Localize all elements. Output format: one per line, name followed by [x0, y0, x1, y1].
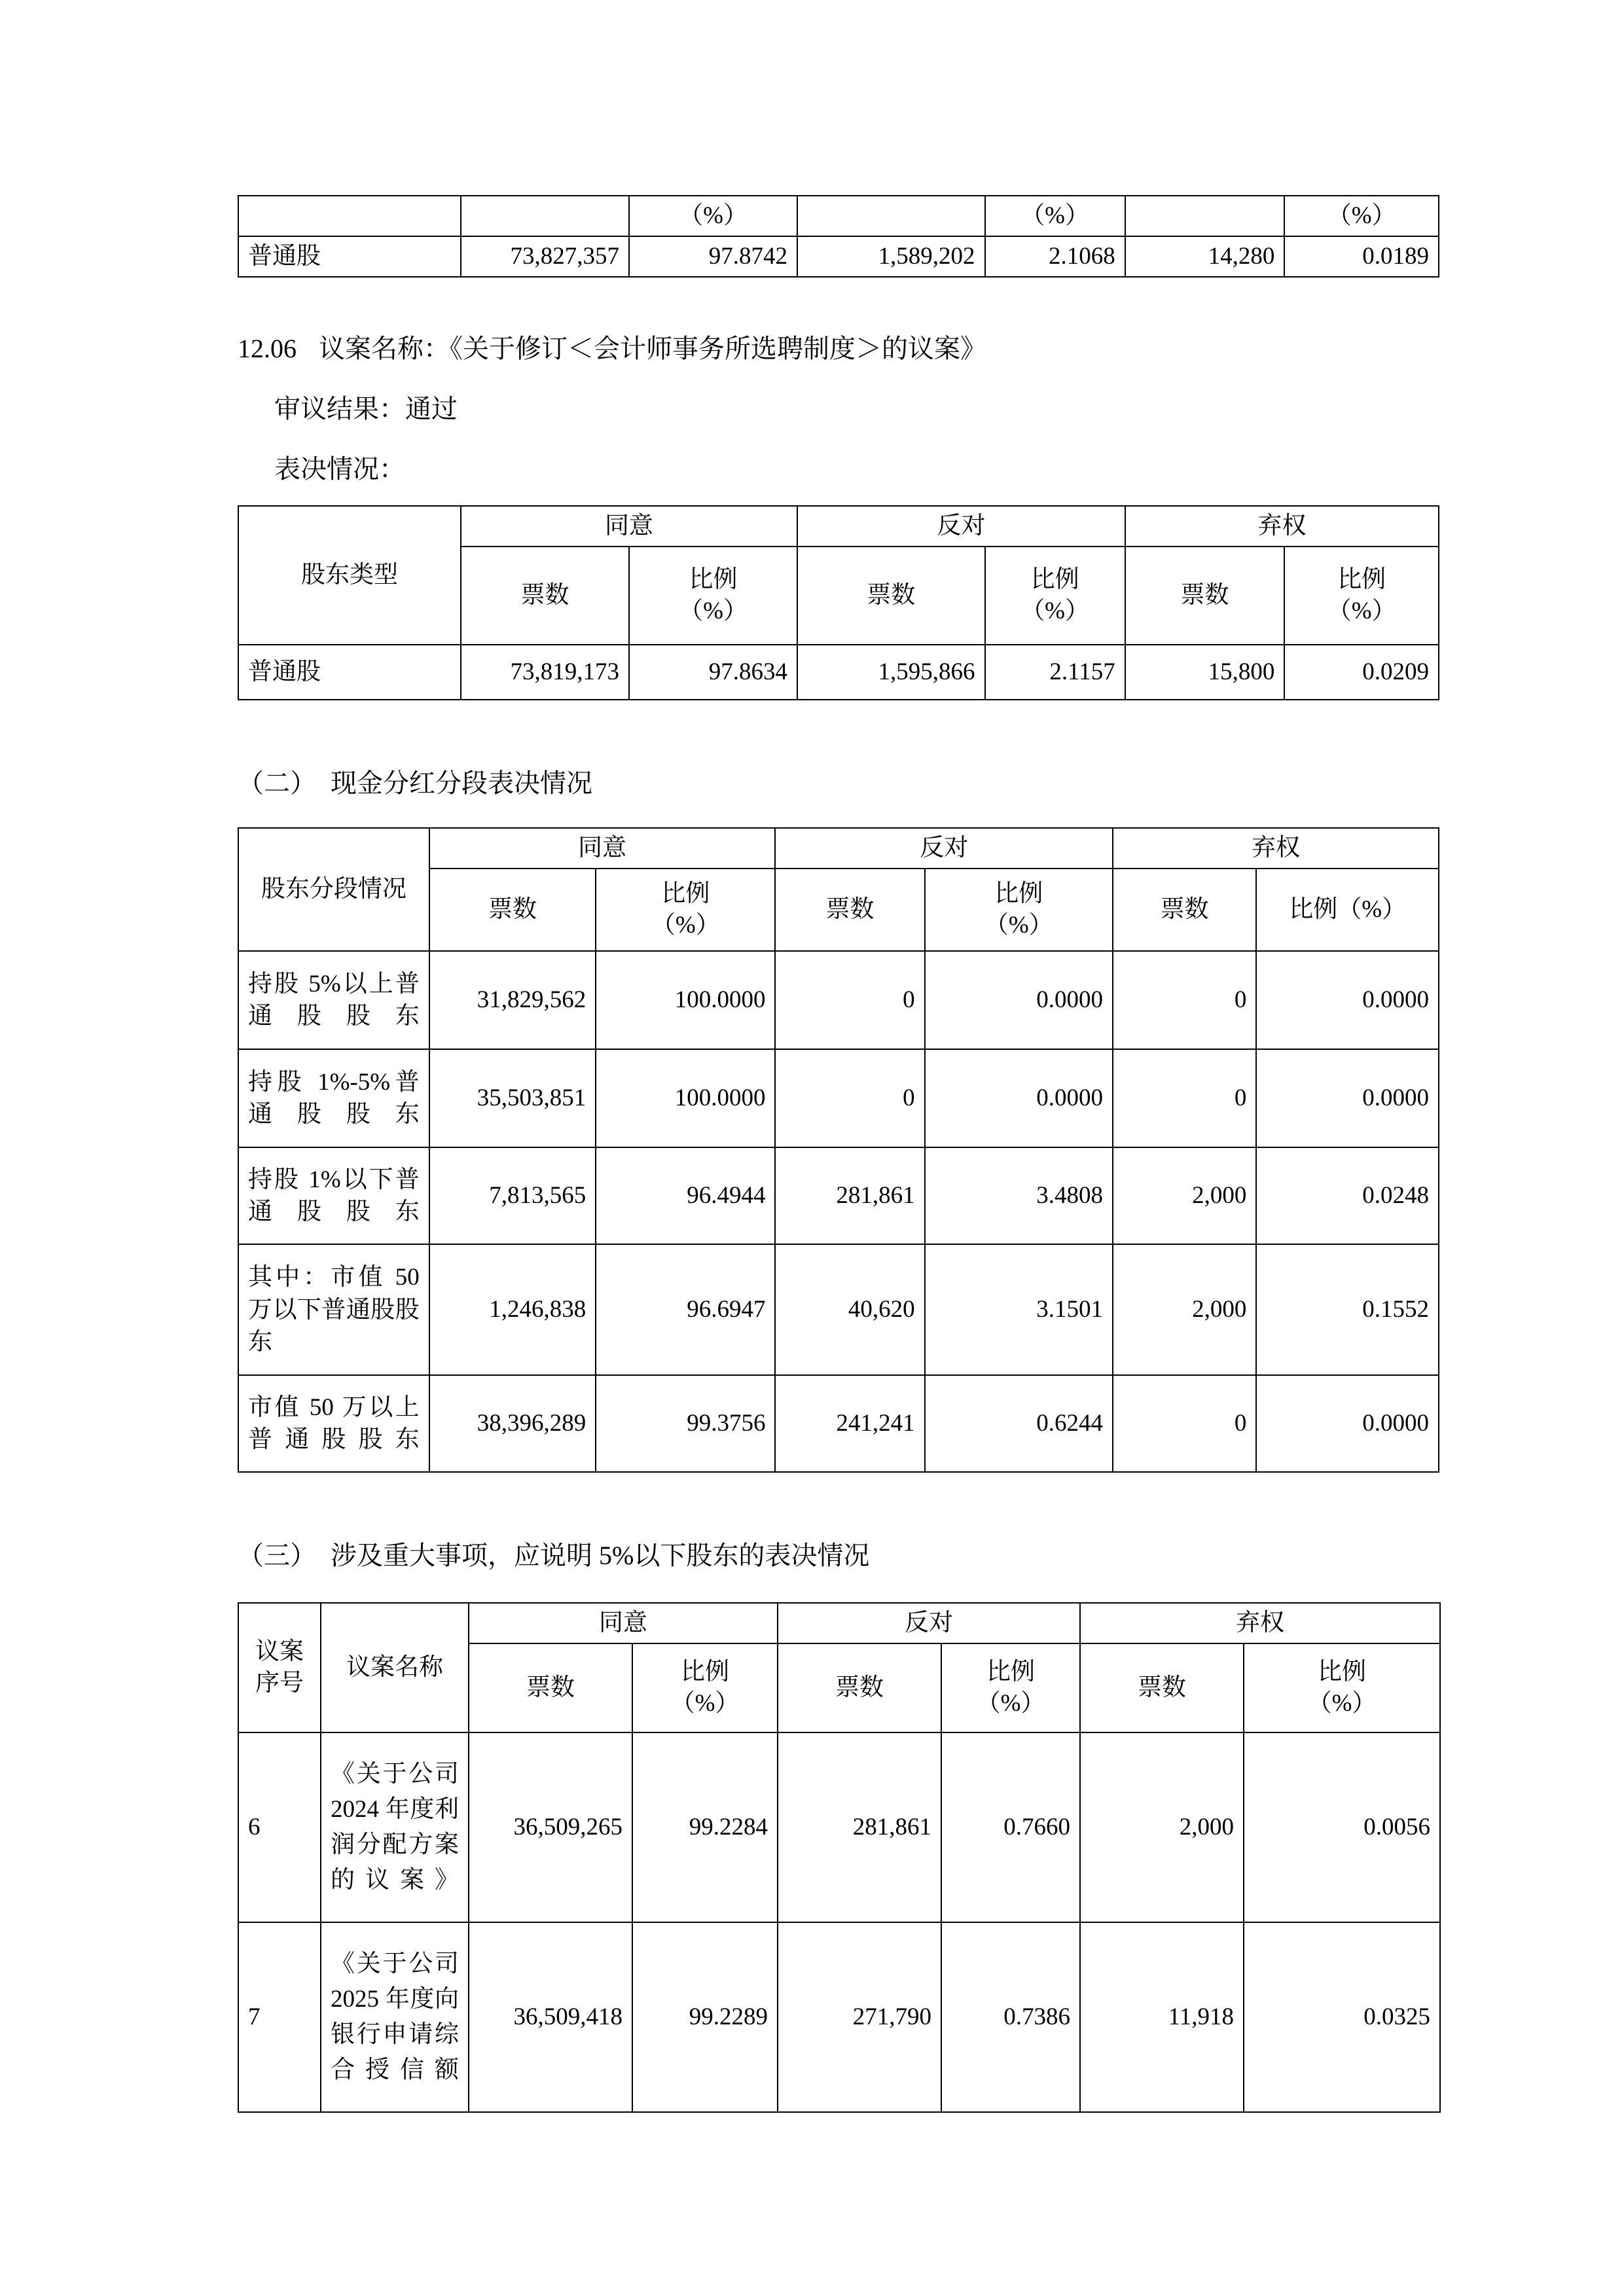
cell-proposal-name: 《关于公司 2025 年度向银行申请综合授信额: [321, 1922, 469, 2112]
header-oppose-ratio-text: 比例: [986, 1659, 1035, 1686]
table-vote-12-06: [238, 505, 1439, 700]
cell-abstain-votes: 0: [1113, 1049, 1256, 1147]
table-row: [238, 1147, 1439, 1244]
cell-agree-pct: 99.3756: [596, 1375, 775, 1472]
table-row: [238, 236, 1439, 277]
cell-abstain-pct: 0.0189: [1284, 236, 1439, 277]
table-row-header-top: [238, 828, 1439, 869]
header-agree-ratio: [596, 869, 775, 951]
page-content: [238, 0, 1439, 2113]
cell-agree-votes: 35,503,851: [429, 1049, 596, 1147]
cell-agree-unit: （%）: [629, 196, 797, 236]
table-continued-vote: [238, 195, 1439, 278]
table-row: [238, 1375, 1439, 1472]
cell-abstain-pct: 0.0248: [1256, 1147, 1439, 1244]
cell-abstain-votes: 0: [1113, 951, 1256, 1049]
cell-agree-votes: 36,509,418: [469, 1922, 632, 2112]
header-shareholder-type: 股东类型: [238, 506, 461, 645]
header-abstain-ratio: 比例（%）: [1256, 869, 1439, 951]
cell-abstain-votes: 11,918: [1080, 1922, 1244, 2112]
header-oppose-ratio: [925, 869, 1113, 951]
cell-abstain-pct: 0.0209: [1284, 645, 1439, 700]
header-agree-votes: 票数: [461, 547, 629, 645]
header-oppose-ratio-unit: （%）: [984, 912, 1053, 939]
cell-oppose-pct: 3.4808: [925, 1147, 1113, 1244]
header-oppose: 反对: [775, 828, 1113, 869]
cell-oppose-pct: 0.6244: [925, 1375, 1113, 1472]
cell-abstain-pct: 0.1552: [1256, 1244, 1439, 1375]
header-oppose-ratio: [985, 547, 1125, 645]
header-agree-ratio-text: 比例: [681, 1659, 729, 1686]
header-agree-ratio: [629, 547, 797, 645]
cell-oppose-votes: 271,790: [778, 1922, 941, 2112]
cell-oppose-pct: 3.1501: [925, 1244, 1113, 1375]
cell-abstain-pct: 0.0000: [1256, 1375, 1439, 1472]
header-abstain-ratio: [1284, 547, 1439, 645]
cell-agree-pct: 97.8742: [629, 236, 797, 277]
proposal-heading-line: [238, 329, 1439, 369]
header-abstain-votes: 票数: [1113, 869, 1256, 951]
cell-segment-label: 持股 1%以下普通股股东: [238, 1147, 429, 1244]
header-abstain-ratio-unit: （%）: [1327, 598, 1396, 625]
cell-oppose-votes: 40,620: [775, 1244, 924, 1375]
header-oppose-ratio-text: 比例: [1030, 566, 1079, 594]
cell-oppose-votes: 0: [775, 1049, 924, 1147]
table-row-header-top: [238, 506, 1439, 547]
table-row: [238, 645, 1439, 700]
cell-oppose-votes: 281,861: [775, 1147, 924, 1244]
header-abstain-ratio-unit: （%）: [1307, 1690, 1377, 1717]
vote-situation-label: 表决情况：: [274, 454, 405, 484]
section-two-heading: [238, 763, 1439, 804]
header-oppose: 反对: [797, 506, 1125, 547]
cell-abstain-pct: 0.0000: [1256, 1049, 1439, 1147]
header-oppose-votes: 票数: [778, 1643, 941, 1732]
header-agree-ratio: [632, 1643, 778, 1732]
header-oppose-votes: 票数: [797, 547, 984, 645]
header-abstain-ratio-text: 比例: [1337, 566, 1386, 594]
cell-agree-pct: 97.8634: [629, 645, 797, 700]
header-agree-votes: 票数: [469, 1643, 632, 1732]
header-oppose-ratio: [941, 1643, 1080, 1732]
table-row: [238, 1049, 1439, 1147]
table-major-matters: [238, 1602, 1441, 2113]
cell-abstain-votes: 15,800: [1125, 645, 1285, 700]
cell-agree-pct: 99.2289: [632, 1922, 778, 2112]
header-abstain: 弃权: [1113, 828, 1439, 869]
cell-sequence: 7: [238, 1922, 321, 2112]
header-agree-ratio-text: 比例: [689, 566, 738, 594]
section-two-marker: （二）: [238, 768, 316, 798]
cell-abstain-pct: 0.0056: [1244, 1732, 1440, 1922]
cell-share-type: 普通股: [238, 236, 461, 277]
cell-agree-pct: 96.4944: [596, 1147, 775, 1244]
section-two-title: 现金分红分段表决情况: [331, 768, 592, 798]
header-abstain: 弃权: [1125, 506, 1439, 547]
section-three-title: 涉及重大事项，应说明 5%以下股东的表决情况: [331, 1541, 870, 1571]
cell-agree-pct: 100.0000: [596, 1049, 775, 1147]
review-result-line: [238, 389, 1439, 429]
proposal-name-label: 议案名称：: [319, 334, 450, 364]
header-agree-ratio-unit: （%）: [679, 598, 748, 625]
table-row-header-units: [238, 196, 1439, 236]
table-dividend-segments: [238, 827, 1439, 1473]
header-agree-votes: 票数: [429, 869, 596, 951]
cell-agree-votes: 73,819,173: [461, 645, 629, 700]
cell-abstain-votes: 2,000: [1080, 1732, 1244, 1922]
cell-abstain-pct: 0.0325: [1244, 1922, 1440, 2112]
cell-agree-votes: 31,829,562: [429, 951, 596, 1049]
header-abstain-ratio: [1244, 1643, 1440, 1732]
header-abstain-votes: 票数: [1125, 547, 1285, 645]
review-result-value: 通过: [405, 394, 458, 424]
cell-abstain-unit: （%）: [1284, 196, 1439, 236]
proposal-number: 12.06: [238, 334, 297, 364]
table-row: [238, 1922, 1440, 2112]
cell-blank-1: [238, 196, 461, 236]
cell-agree-votes: 1,246,838: [429, 1244, 596, 1375]
cell-agree-votes: 7,813,565: [429, 1147, 596, 1244]
cell-segment-label: 其中：市值 50 万以下普通股股东: [238, 1244, 429, 1375]
header-agree: 同意: [429, 828, 776, 869]
cell-oppose-unit: （%）: [985, 196, 1125, 236]
cell-oppose-pct: 0.0000: [925, 1049, 1113, 1147]
proposal-name-value: 《关于修订＜会计师事务所选聘制度＞的议案》: [450, 334, 986, 364]
cell-abstain-votes: 0: [1113, 1375, 1256, 1472]
cell-agree-votes: 73,827,357: [461, 236, 629, 277]
cell-abstain-votes: 2,000: [1113, 1147, 1256, 1244]
table-row-header-top: [238, 1603, 1440, 1643]
header-oppose-ratio-text: 比例: [994, 880, 1043, 908]
cell-oppose-votes: 281,861: [778, 1732, 941, 1922]
table-row: [238, 1244, 1439, 1375]
cell-sequence: 6: [238, 1732, 321, 1922]
header-abstain-ratio-text: 比例: [1318, 1659, 1366, 1686]
cell-agree-votes: 36,509,265: [469, 1732, 632, 1922]
cell-abstain-pct: 0.0000: [1256, 951, 1439, 1049]
cell-oppose-pct: 2.1157: [985, 645, 1125, 700]
header-oppose-ratio-unit: （%）: [976, 1690, 1045, 1717]
cell-oppose-votes: 1,589,202: [797, 236, 984, 277]
cell-abstain-votes: 2,000: [1113, 1244, 1256, 1375]
header-abstain-votes: 票数: [1080, 1643, 1244, 1732]
cell-segment-label: 市值 50 万以上普通股股东: [238, 1375, 429, 1472]
cell-segment-label: 持股 5%以上普通股股东: [238, 951, 429, 1049]
cell-oppose-pct: 0.0000: [925, 951, 1113, 1049]
cell-segment-label: 持股 1%-5%普通股股东: [238, 1049, 429, 1147]
cell-proposal-name: 《关于公司 2024 年度利润分配方案的议案》: [321, 1732, 469, 1922]
header-oppose-ratio-unit: （%）: [1020, 598, 1090, 625]
header-oppose: 反对: [778, 1603, 1080, 1643]
cell-abstain-votes: 14,280: [1125, 236, 1285, 277]
header-sequence: 议案序号: [238, 1603, 321, 1732]
cell-agree-pct: 96.6947: [596, 1244, 775, 1375]
cell-share-type: 普通股: [238, 645, 461, 700]
header-agree-ratio-unit: （%）: [670, 1690, 740, 1717]
table-row: [238, 1732, 1440, 1922]
cell-agree-pct: 100.0000: [596, 951, 775, 1049]
cell-oppose-pct: 2.1068: [985, 236, 1125, 277]
header-proposal-name: 议案名称: [321, 1603, 469, 1732]
review-result-label: 审议结果：: [274, 394, 405, 424]
section-three-heading: [238, 1535, 1439, 1576]
cell-agree-votes: 38,396,289: [429, 1375, 596, 1472]
cell-oppose-votes: 1,595,866: [797, 645, 984, 700]
header-agree: 同意: [461, 506, 797, 547]
cell-blank-3: [797, 196, 984, 236]
cell-agree-pct: 99.2284: [632, 1732, 778, 1922]
section-three-marker: （三）: [238, 1541, 316, 1571]
header-agree-ratio-text: 比例: [661, 880, 710, 908]
header-oppose-votes: 票数: [775, 869, 924, 951]
header-segment: 股东分段情况: [238, 828, 429, 951]
table-row: [238, 951, 1439, 1049]
cell-oppose-pct: 0.7660: [941, 1732, 1080, 1922]
header-agree: 同意: [469, 1603, 778, 1643]
cell-oppose-votes: 0: [775, 951, 924, 1049]
cell-oppose-votes: 241,241: [775, 1375, 924, 1472]
cell-blank-2: [461, 196, 629, 236]
header-abstain: 弃权: [1080, 1603, 1440, 1643]
header-agree-ratio-unit: （%）: [651, 912, 720, 939]
cell-blank-4: [1125, 196, 1285, 236]
cell-oppose-pct: 0.7386: [941, 1922, 1080, 2112]
